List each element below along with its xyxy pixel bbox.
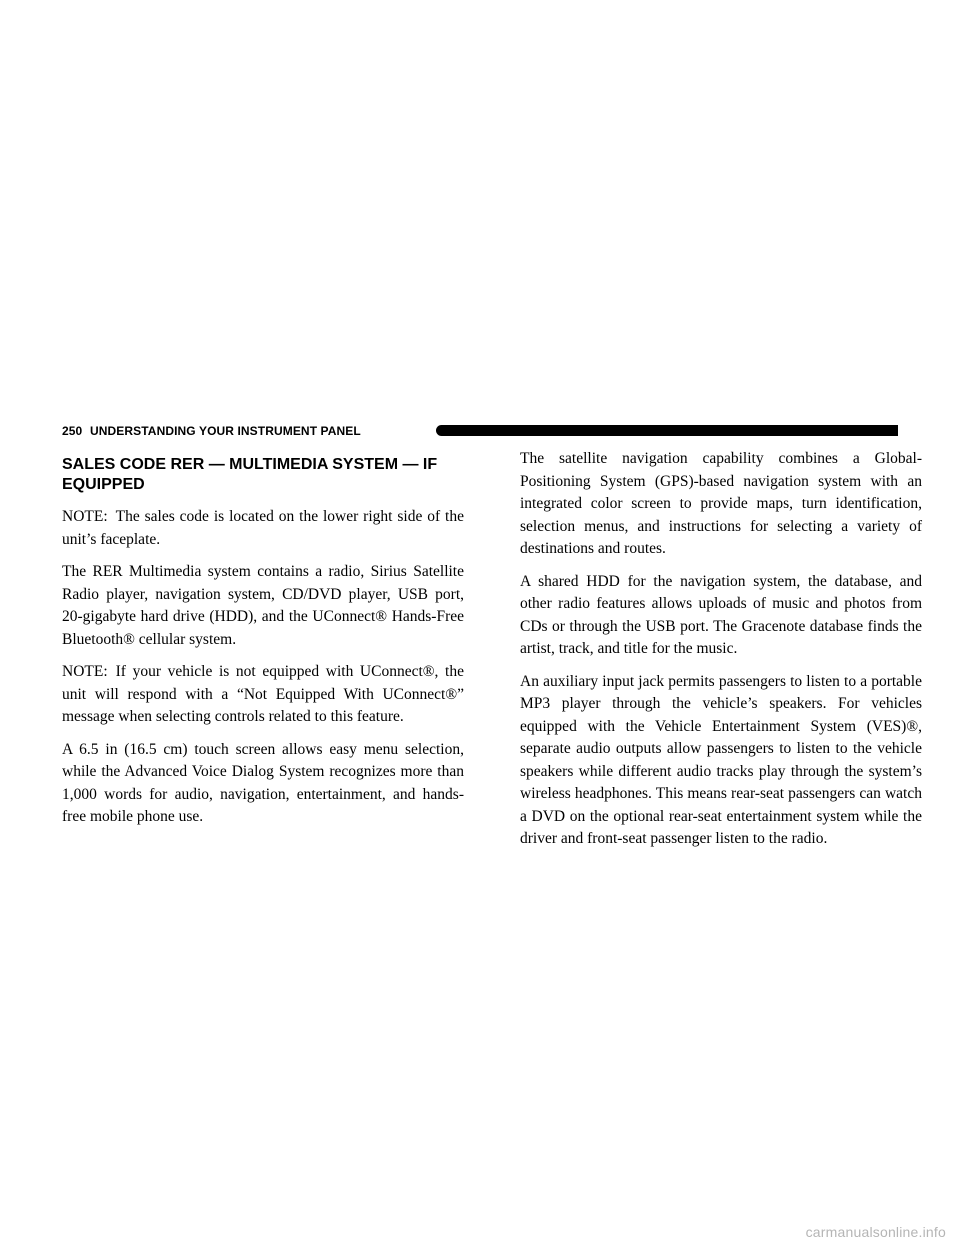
chapter-title: UNDERSTANDING YOUR INSTRUMENT PANEL [90,424,361,438]
section-title: SALES CODE RER — MULTIMEDIA SYSTEM — IF EQUIPPED [62,456,438,493]
right-column [520,448,922,861]
page-header [62,423,898,439]
body-paragraph: The satellite navigation capability combines a Global-Positioning System (GPS)-based navigation system with an integrated color screen to provide maps, turn identification, selection menus, and instructions for selecting a variety of destinations and routes. [520,450,922,557]
body-paragraph: A shared HDD for the navigation system, the database, and other radio features allows uploads of music and photos from CDs or through the USB port. The Gracenote database finds the artist, track, and title for the music. [520,572,922,657]
page-number: 250 [62,424,83,438]
watermark-text: carmanualsonline.info [805,1224,946,1240]
body-paragraph: An auxiliary input jack permits passengers to listen to a portable MP3 player through the vehicle’s speakers. For vehicles equipped with the Vehicle Entertainment System (VES)®, separate audio outputs allow passengers to listen to the vehicle speakers while different audio tracks play through the system’s wireless headphones. This means rear-seat passengers can watch a DVD on the optional rear-seat entertainment system while the driver and front-seat passenger listen to the radio. [520,672,922,847]
note-label: NOTE: [62,508,108,525]
body-paragraph: A 6.5 in (16.5 cm) touch screen allows easy menu selection, while the Advanced Voice Dialog System recognizes more than 1,000 words for audio, navigation, entertainment, and hands-free mobile phone use. [62,740,464,825]
note-text: The sales code is located on the lower right side of the unit’s faceplate. [62,508,464,548]
header-rule-bar [436,425,898,436]
note-paragraph [62,661,464,729]
left-column [62,455,464,839]
note-label: NOTE: [62,663,108,680]
note-paragraph [62,506,464,551]
note-text: If your vehicle is not equipped with UConnect®, the unit will respond with a “Not Equipped With UConnect®” message when selecting controls related to this feature. [62,663,464,725]
body-paragraph: The RER Multimedia system contains a radio, Sirius Satellite Radio player, navigation system, CD/DVD player, USB port, 20-gigabyte hard drive (HDD), and the UConnect® Hands-Free Bluetooth® cellular system. [62,563,464,648]
